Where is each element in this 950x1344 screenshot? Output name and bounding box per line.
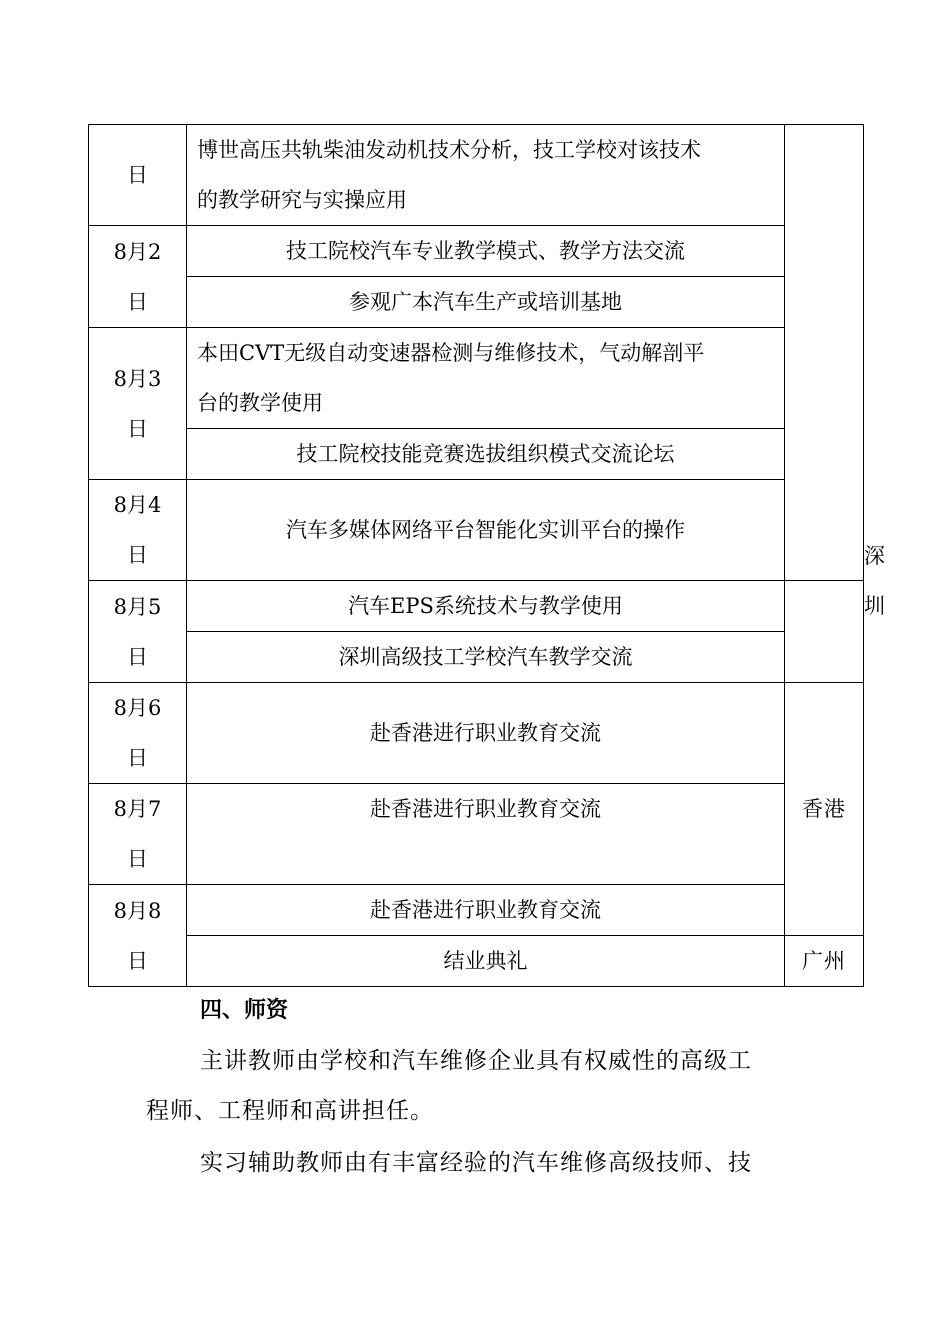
location-text: 深圳 (864, 544, 886, 618)
location-text: 香港 (802, 797, 846, 821)
date-text: 8月2 (113, 239, 162, 264)
table-row (89, 885, 864, 936)
date-text: 8月5 (113, 594, 162, 619)
activity-text: 技工院校汽车专业教学模式、教学方法交流 (286, 239, 685, 263)
activity-text: 汽车EPS系统技术与教学使用 (348, 594, 623, 618)
table-row (89, 277, 864, 328)
date-text: 日 (127, 543, 148, 567)
date-text: 8月7 (113, 797, 162, 821)
activity-text: 汽车多媒体网络平台智能化实训平台的操作 (286, 518, 685, 542)
location-cell (785, 683, 864, 936)
date-text: 日 (127, 847, 148, 871)
date-cell (89, 885, 187, 987)
activity-text: 博世高压共轨柴油发动机技术分析，技工学校对该技术 (197, 138, 701, 162)
activity-cell (187, 936, 785, 987)
activity-cell (187, 581, 785, 632)
activity-text: 赴香港进行职业教育交流 (370, 721, 601, 745)
paragraph-line: 程师、工程师和高讲担任。 (146, 1098, 434, 1124)
schedule-table (88, 124, 886, 987)
table-row (89, 328, 864, 429)
date-text: 8月8 (113, 898, 162, 923)
table-row (89, 632, 864, 683)
activity-text: 结业典礼 (443, 949, 528, 973)
activity-text: 本田CVT无级自动变速器检测与维修技术，气动解剖平 (197, 341, 705, 365)
date-cell (89, 480, 187, 581)
activity-text: 赴香港进行职业教育交流 (370, 898, 601, 922)
paragraph-line: 主讲教师由学校和汽车维修企业具有权威性的高级工 (200, 1048, 752, 1074)
activity-text: 赴香港进行职业教育交流 (370, 797, 601, 821)
table-row (89, 429, 864, 480)
table-row (89, 936, 864, 987)
location-cell-empty (785, 125, 864, 581)
table-row (89, 480, 864, 581)
date-cell (89, 226, 187, 328)
activity-text: 参观广本汽车生产或培训基地 (349, 290, 622, 314)
activity-cell (187, 277, 785, 328)
date-cell (89, 784, 187, 885)
date-text: 日 (127, 163, 148, 187)
date-cell (89, 581, 187, 683)
section-heading: 四、师资 (200, 997, 289, 1023)
date-text: 日 (127, 746, 148, 770)
activity-text: 深圳高级技工学校汽车教学交流 (338, 645, 633, 669)
activity-text: 技工院校技能竞赛选拔组织模式交流论坛 (296, 442, 675, 466)
table-row (89, 125, 864, 226)
date-text: 8月4 (113, 493, 162, 517)
date-cell (89, 328, 187, 480)
date-text: 8月6 (113, 696, 162, 720)
location-cell (785, 936, 864, 987)
activity-cell (187, 784, 785, 885)
activity-cell (187, 632, 785, 683)
date-text: 8月3 (113, 366, 162, 391)
date-cell (89, 125, 187, 226)
activity-cell (187, 683, 785, 784)
activity-cell (187, 125, 785, 226)
activity-cell (187, 480, 785, 581)
activity-cell (187, 429, 785, 480)
location-text: 广州 (802, 949, 846, 973)
date-cell (89, 683, 187, 784)
activity-cell (187, 328, 785, 429)
activity-cell (187, 885, 785, 936)
date-text: 日 (127, 644, 148, 669)
table-row (89, 226, 864, 277)
paragraph-line: 实习辅助教师由有丰富经验的汽车维修高级技师、技 (200, 1150, 752, 1176)
date-text: 日 (127, 289, 148, 314)
table-row (89, 683, 864, 784)
table-row (89, 784, 864, 885)
activity-cell (187, 226, 785, 277)
date-text: 日 (127, 948, 148, 973)
date-text: 日 (127, 416, 148, 441)
activity-text: 台的教学使用 (197, 391, 323, 415)
table-row (89, 581, 864, 632)
activity-text: 的教学研究与实操应用 (197, 188, 407, 212)
